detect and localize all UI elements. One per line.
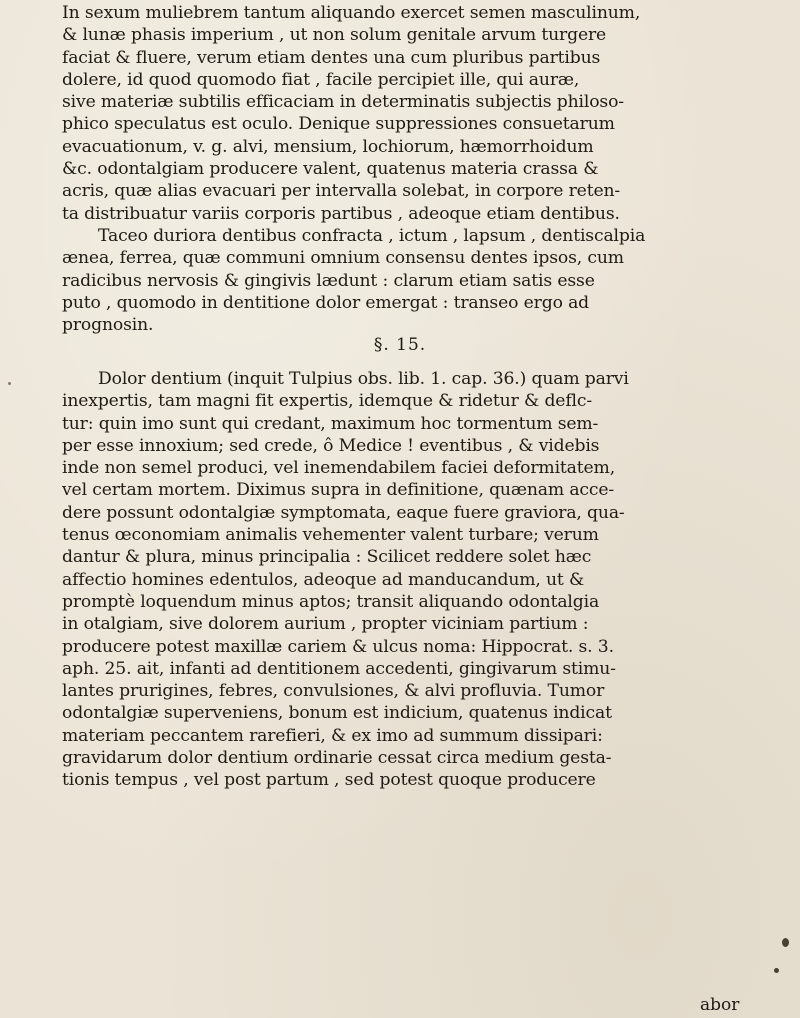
ink-speck (8, 382, 11, 385)
text-line: per esse innoxium; sed crede, ô Medice ! eventibus , & videbis (62, 435, 600, 456)
text-line: inexpertis, tam magni fit expertis, idemque & ridetur & deflc- (62, 391, 593, 412)
text-line: vel certam mortem. Diximus supra in definitione, quænam acce- (62, 480, 615, 501)
ink-speck (782, 938, 789, 947)
text-line: puto , quomodo in dentitione dolor emergat : transeo ergo ad (62, 292, 590, 313)
text-line: tionis tempus , vel post partum , sed potest quoque producere (62, 770, 596, 791)
text-line: prognosin. (62, 315, 154, 336)
text-line: in otalgiam, sive dolorem aurium , propter viciniam partium : (62, 614, 589, 635)
text-line: ta distribuatur variis corporis partibus , adeoque etiam dentibus. (62, 203, 620, 224)
text-line: sive materiæ subtilis efficaciam in determinatis subjectis philoso- (62, 92, 624, 113)
text-line: acris, quæ alias evacuari per intervalla solebat, in corpore reten- (62, 181, 621, 202)
text-line: lantes prurigines, febres, convulsiones, & alvi profluvia. Tumor (62, 681, 605, 702)
text-line: tur: quin imo sunt qui credant, maximum hoc tormentum sem- (62, 413, 599, 434)
text-line: producere potest maxillæ cariem & ulcus noma: Hippocrat. s. 3. (62, 636, 614, 657)
paragraph-1 (62, 2, 782, 336)
text-line: In sexum muliebrem tantum aliquando exercet semen masculinum, (62, 3, 641, 23)
text-line: Dolor dentium (inquit Tulpius obs. lib. 1. cap. 36.) quam parvi (98, 369, 629, 389)
text-line: inde non semel produci, vel inemendabilem faciei deformitatem, (62, 458, 616, 479)
text-line: promptè loquendum minus aptos; transit aliquando odontalgia (62, 591, 600, 612)
ink-speck (774, 968, 779, 973)
text-line: &c. odontalgiam producere valent, quatenus materia crassa & (62, 159, 599, 180)
text-line: evacuationum, v. g. alvi, mensium, lochiorum, hæmorrhoidum (62, 136, 594, 157)
text-line: dolere, id quod quomodo fiat , facile percipiet ille, qui auræ, (62, 69, 580, 90)
text-line: & lunæ phasis imperium , ut non solum genitale arvum turgere (62, 25, 607, 46)
paragraph-2 (62, 368, 782, 792)
text-line: tenus œconomiam animalis vehementer valent turbare; verum (62, 525, 599, 546)
text-line: faciat & fluere, verum etiam dentes una cum pluribus partibus (62, 47, 601, 68)
text-line: odontalgiæ superveniens, bonum est indicium, quatenus indicat (62, 703, 612, 724)
text-line: materiam peccantem rarefieri, & ex imo ad summum dissipari: (62, 725, 603, 746)
text-line: radicibus nervosis & gingivis lædunt : clarum etiam satis esse (62, 270, 595, 291)
text-line: affectio homines edentulos, adeoque ad manducandum, ut & (62, 569, 585, 590)
text-line: ænea, ferrea, quæ communi omnium consensu dentes ipsos, cum (62, 248, 624, 269)
text-line: Taceo duriora dentibus confracta , ictum , lapsum , dentiscalpia (98, 225, 646, 246)
catchword: abor (700, 995, 740, 1015)
text-line: dere possunt odontalgiæ symptomata, eaque fuere graviora, qua- (62, 502, 625, 523)
text-line: dantur & plura, minus principalia : Scilicet reddere solet hæc (62, 547, 592, 568)
text-line: phico speculatus est oculo. Denique suppressiones consuetarum (62, 114, 615, 135)
text-line: aph. 25. ait, infanti ad dentitionem accedenti, gingivarum stimu- (62, 658, 616, 679)
text-line: gravidarum dolor dentium ordinarie cessat circa medium gesta- (62, 748, 612, 769)
section-number: §. 15. (373, 335, 427, 355)
